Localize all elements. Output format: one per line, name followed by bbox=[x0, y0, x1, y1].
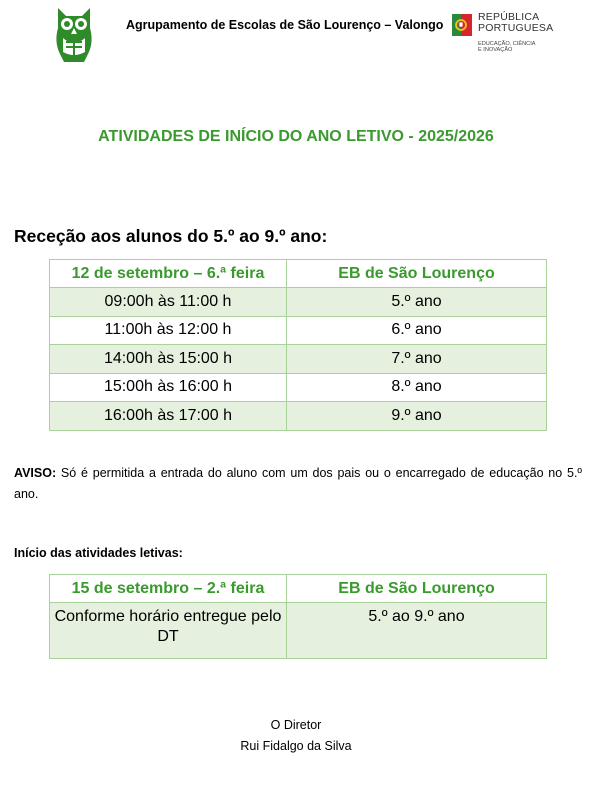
notice-paragraph bbox=[14, 463, 582, 505]
schedule-cell: Conforme horário entregue pelo DT bbox=[50, 603, 287, 659]
time-cell: 09:00h às 11:00 h bbox=[50, 288, 287, 317]
grade-cell: 6.º ano bbox=[287, 316, 547, 345]
gov-logo-name: REPÚBLICA PORTUGUESA bbox=[478, 11, 554, 34]
time-cell: 15:00h às 16:00 h bbox=[50, 373, 287, 402]
grade-cell: 7.º ano bbox=[287, 345, 547, 374]
notice-text: Só é permitida a entrada do aluno com um dos pais ou o encarregado de educação no 5.º ano. bbox=[14, 466, 582, 501]
time-cell: 14:00h às 15:00 h bbox=[50, 345, 287, 374]
notice-label: AVISO: bbox=[14, 466, 57, 480]
time-cell: 16:00h às 17:00 h bbox=[50, 402, 287, 431]
table-row bbox=[50, 402, 547, 431]
grade-cell: 8.º ano bbox=[287, 373, 547, 402]
grade-cell: 5.º ano bbox=[287, 288, 547, 317]
government-logo bbox=[450, 10, 570, 56]
reception-heading: Receção aos alunos do 5.º ao 9.º ano: bbox=[14, 226, 328, 246]
table-header-date: 12 de setembro – 6.ª feira bbox=[50, 260, 287, 288]
signature-name: Rui Fidalgo da Silva bbox=[240, 739, 352, 753]
table-row bbox=[50, 345, 547, 374]
table-header-row bbox=[50, 575, 547, 603]
school-name: Agrupamento de Escolas de São Lourenço – Valongo bbox=[126, 18, 444, 32]
classes-start-table bbox=[49, 574, 547, 659]
table-row bbox=[50, 373, 547, 402]
table-header-school: EB de São Lourenço bbox=[287, 260, 547, 288]
table-header-row bbox=[50, 260, 547, 288]
grade-cell: 9.º ano bbox=[287, 402, 547, 431]
table-header-school: EB de São Lourenço bbox=[287, 575, 547, 603]
page-title: ATIVIDADES DE INÍCIO DO ANO LETIVO - 2025/2026 bbox=[98, 128, 494, 145]
table-row bbox=[50, 316, 547, 345]
classes-start-heading: Início das atividades letivas: bbox=[14, 546, 183, 560]
table-row bbox=[50, 603, 547, 659]
time-cell: 11:00h às 12:00 h bbox=[50, 316, 287, 345]
table-row bbox=[50, 288, 547, 317]
gov-logo-ministry: EDUCAÇÃO, CIÊNCIA E INOVAÇÃO bbox=[478, 41, 536, 54]
portuguese-flag-icon bbox=[450, 12, 474, 40]
reception-schedule-table bbox=[49, 259, 547, 431]
school-logo-icon bbox=[52, 4, 96, 64]
signature-block bbox=[0, 715, 592, 757]
table-header-date: 15 de setembro – 2.ª feira bbox=[50, 575, 287, 603]
grade-range-cell: 5.º ao 9.º ano bbox=[287, 603, 547, 659]
signature-role: O Diretor bbox=[270, 718, 322, 732]
